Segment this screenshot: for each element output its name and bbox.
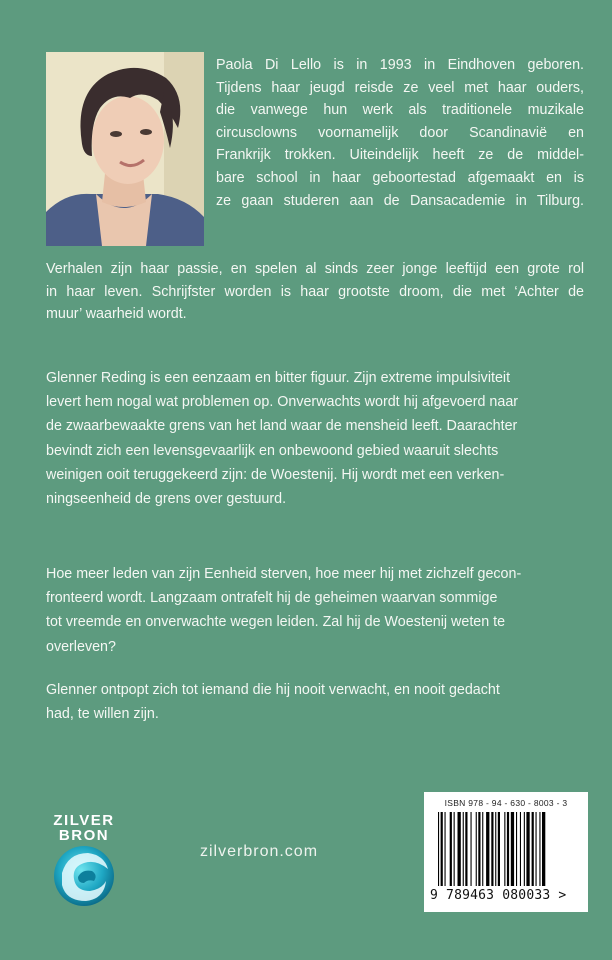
barcode-stripe	[504, 812, 505, 886]
isbn-label: ISBN 978 - 94 - 630 - 8003 - 3	[444, 798, 568, 808]
publisher-name-line2: BRON	[58, 827, 110, 844]
bio-line: ze gaan studeren aan de Dansacademie in Tilburg.	[216, 192, 584, 209]
barcode-stripe	[445, 812, 446, 886]
publisher-website[interactable]: zilverbron.com	[200, 843, 319, 860]
barcode-stripe	[458, 812, 461, 886]
barcode-stripe	[532, 812, 534, 886]
blurb-line: levert hem nogal wat problemen op. Onverwachts wordt hij afgevoerd naar	[46, 394, 519, 411]
barcode-stripe	[438, 812, 439, 886]
barcode-stripe	[516, 812, 517, 886]
blurb-line: fronteerd wordt. Langzaam ontrafelt hij de geheimen waarvan sommige	[46, 590, 498, 607]
author-bio-continued	[46, 258, 584, 326]
blurb-paragraph-2	[46, 562, 584, 659]
bio-line: Paola Di Lello is in 1993 in Eindhoven geboren.	[216, 57, 584, 73]
blurb-line: ningseenheid de grens over gestuurd.	[46, 491, 287, 508]
author-photo	[46, 52, 204, 246]
blurb-line: bevindt zich een levensgevaarlijk en onbewoond gebied waaruit slechts	[46, 442, 499, 459]
barcode-stripe	[482, 812, 483, 886]
barcode-stripe	[495, 812, 496, 886]
bio-line: die vanwege hun werk als traditionele muzikale	[216, 102, 584, 119]
blurb-line: Hoe meer leden van zijn Eenheid sterven, hoe meer hij met zichzelf gecon-	[46, 566, 522, 582]
blurb-line: overleven?	[46, 638, 116, 655]
blurb-line: had, te willen zijn.	[46, 706, 159, 723]
blurb-paragraph-1	[46, 366, 584, 511]
bio-line: Tijdens haar jeugd reisde ze veel met haar ouders,	[216, 79, 584, 96]
barcode-stripe	[441, 812, 443, 886]
barcode-stripe	[536, 812, 537, 886]
barcode-stripe	[463, 812, 464, 886]
barcode-bars	[436, 812, 576, 888]
blurb-line: weinigen ooit teruggekeerd zijn: de Woestenij. Hij wordt met een verken-	[46, 466, 505, 483]
barcode-stripe	[478, 812, 480, 886]
barcode-stripe	[491, 812, 493, 886]
swirl-circle-icon	[48, 843, 120, 909]
author-bio-intro	[216, 54, 584, 212]
barcode-stripe	[498, 812, 500, 886]
barcode-stripe	[486, 812, 489, 886]
barcode-stripe	[507, 812, 509, 886]
bio-line: bare school in haar geboortestad afgemaakt en is	[216, 169, 584, 186]
barcode-stripe	[454, 812, 455, 886]
blurb-line: tot vreemde en onverwachte wegen leiden. Zal hij de Woestenij weten te	[46, 614, 506, 631]
barcode-stripe	[542, 812, 545, 886]
barcode-stripe	[511, 812, 514, 886]
barcode-stripe	[471, 812, 472, 886]
blurb-line: Glenner ontpopt zich tot iemand die hij nooit verwacht, en nooit gedacht	[46, 682, 500, 698]
bio-line: Frankrijk trokken. Uiteindelijk heeft ze de middel-	[216, 147, 584, 164]
barcode-stripe	[524, 812, 525, 886]
blurb-line: de zwaarbewaakte grens van het land waar de mensheid leeft. Daarachter	[46, 418, 518, 435]
bio-line: in haar leven. Schrijfster worden is haar grootste droom, die met ‘Achter de	[46, 283, 584, 300]
publisher-name-line1: ZILVER	[53, 812, 115, 829]
barcode-stripe	[526, 812, 529, 886]
bio-line: Verhalen zijn haar passie, en spelen al sinds zeer jonge leeftijd een grote rol	[46, 261, 584, 277]
publisher-logo-text	[44, 813, 124, 843]
blurb-line: Glenner Reding is een eenzaam en bitter figuur. Zijn extreme impulsiviteit	[46, 370, 511, 386]
barcode-stripe	[539, 812, 540, 886]
barcode-stripe	[450, 812, 452, 886]
bio-line: muur’ waarheid wordt.	[46, 306, 187, 323]
isbn-digits: 9 789463 080033 >	[430, 888, 567, 903]
isbn-barcode	[424, 792, 588, 912]
barcode-stripe	[465, 812, 467, 886]
blurb-paragraph-3	[46, 678, 584, 726]
bio-line: circusclowns voornamelijk door Scandinavië en	[216, 124, 584, 141]
barcode-stripe	[476, 812, 477, 886]
barcode-stripe	[520, 812, 521, 886]
